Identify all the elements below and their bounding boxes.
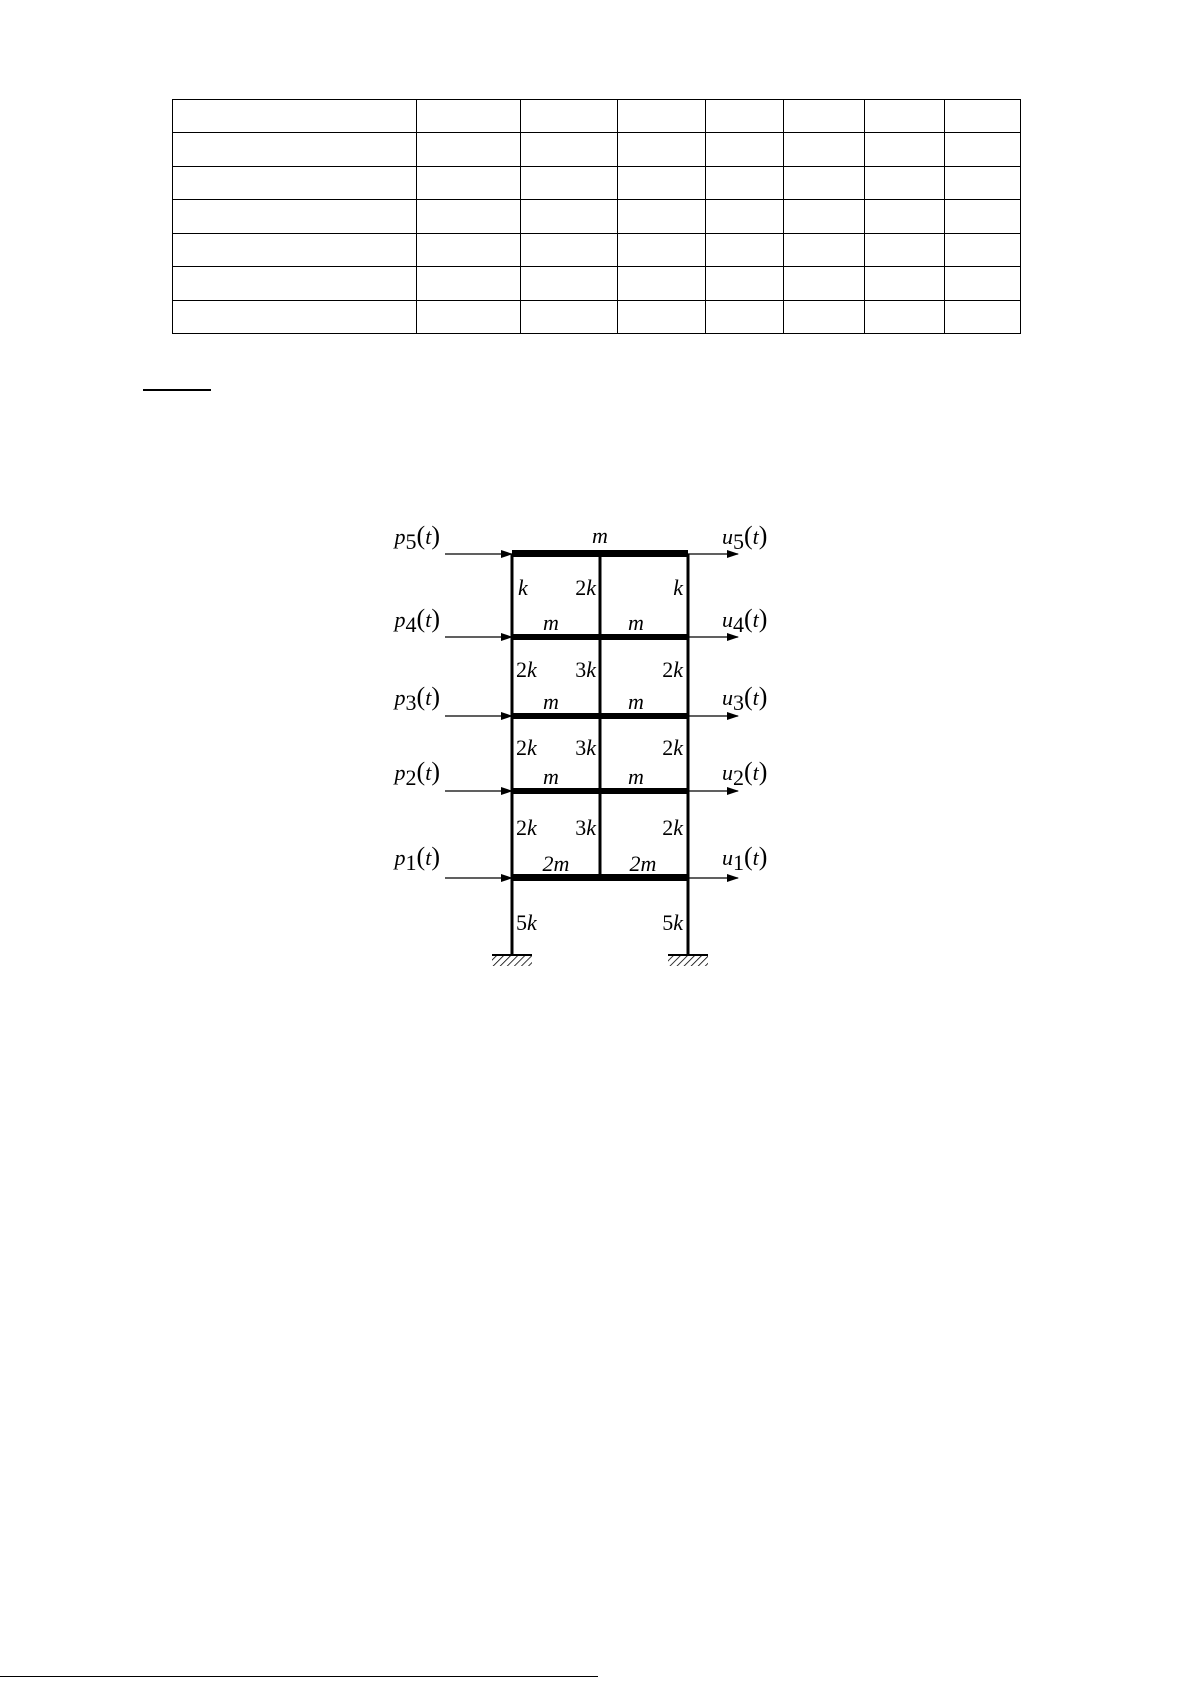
table-cell bbox=[784, 233, 865, 266]
table-cell bbox=[521, 133, 618, 166]
table-cell bbox=[618, 267, 706, 300]
table-cell bbox=[784, 200, 865, 233]
table-cell bbox=[173, 233, 417, 266]
table-cell bbox=[521, 267, 618, 300]
stiffness-story4-right: 2k bbox=[662, 657, 683, 682]
table-cell bbox=[784, 300, 865, 333]
table-row bbox=[173, 133, 1021, 166]
displacement-labels bbox=[722, 521, 767, 875]
force-label-4: p4(t) bbox=[394, 604, 440, 637]
table-cell bbox=[417, 233, 521, 266]
table-cell bbox=[706, 200, 784, 233]
blank-table bbox=[172, 99, 1021, 334]
stiffness-story2-middle: 3k bbox=[575, 815, 596, 840]
table-cell bbox=[865, 166, 945, 199]
footnote-separator bbox=[0, 1676, 598, 1677]
force-label-2: p2(t) bbox=[394, 757, 440, 790]
table-row bbox=[173, 100, 1021, 133]
table-cell bbox=[417, 133, 521, 166]
stiffness-story3-middle: 3k bbox=[575, 735, 596, 760]
displacement-label-2: u2(t) bbox=[722, 757, 768, 790]
floor-5-girder bbox=[512, 550, 688, 557]
table-cell bbox=[521, 300, 618, 333]
mass-label-floor4-right: m bbox=[628, 610, 644, 635]
table-cell bbox=[706, 233, 784, 266]
mass-label-floor2-right: m bbox=[628, 764, 644, 789]
table-cell bbox=[417, 267, 521, 300]
force-label-5: p5(t) bbox=[394, 521, 440, 554]
table-cell bbox=[521, 233, 618, 266]
displacement-arrows bbox=[688, 554, 738, 878]
table-row bbox=[173, 200, 1021, 233]
table-cell bbox=[173, 200, 417, 233]
mass-label-floor5: m bbox=[592, 523, 608, 548]
table-cell bbox=[865, 233, 945, 266]
table-cell bbox=[706, 100, 784, 133]
force-labels bbox=[393, 521, 440, 875]
table-cell bbox=[784, 166, 865, 199]
mass-label-floor3-right: m bbox=[628, 689, 644, 714]
table-cell bbox=[417, 100, 521, 133]
mass-label-floor1-right: 2m bbox=[629, 851, 657, 876]
table-cell bbox=[865, 100, 945, 133]
table-cell bbox=[417, 166, 521, 199]
table-cell bbox=[945, 133, 1021, 166]
table-row bbox=[173, 300, 1021, 333]
stiffness-story1-left: 5k bbox=[516, 910, 537, 935]
floor-4-girder bbox=[512, 634, 688, 640]
table-cell bbox=[945, 300, 1021, 333]
table-cell bbox=[784, 133, 865, 166]
table-cell bbox=[865, 200, 945, 233]
mass-label-floor4-left: m bbox=[543, 610, 559, 635]
floor-3-girder bbox=[512, 713, 688, 719]
table-row bbox=[173, 267, 1021, 300]
table-cell bbox=[173, 100, 417, 133]
table-cell bbox=[945, 200, 1021, 233]
displacement-label-1: u1(t) bbox=[722, 842, 768, 875]
displacement-label-4: u4(t) bbox=[722, 604, 768, 637]
table-cell bbox=[521, 100, 618, 133]
table-cell bbox=[618, 200, 706, 233]
table-cell bbox=[173, 300, 417, 333]
table-row bbox=[173, 233, 1021, 266]
table-cell bbox=[521, 200, 618, 233]
stiffness-story5-right: k bbox=[673, 575, 683, 600]
table-cell bbox=[945, 100, 1021, 133]
heading-underline bbox=[143, 389, 211, 391]
displacement-label-3: u3(t) bbox=[722, 682, 768, 715]
table-cell bbox=[618, 300, 706, 333]
table-cell bbox=[945, 267, 1021, 300]
stiffness-story2-left: 2k bbox=[516, 815, 537, 840]
stiffness-story4-middle: 3k bbox=[575, 657, 596, 682]
table-cell bbox=[618, 133, 706, 166]
force-label-3: p3(t) bbox=[394, 682, 440, 715]
stiffness-story1-right: 5k bbox=[662, 910, 683, 935]
stiffness-story4-left: 2k bbox=[516, 657, 537, 682]
table-cell bbox=[865, 267, 945, 300]
table-cell bbox=[618, 100, 706, 133]
stiffness-story5-middle: 2k bbox=[575, 575, 596, 600]
shear-frame-diagram bbox=[394, 500, 780, 980]
table-cell bbox=[784, 267, 865, 300]
table-cell bbox=[173, 133, 417, 166]
stiffness-story3-right: 2k bbox=[662, 735, 683, 760]
table-cell bbox=[706, 300, 784, 333]
mass-label-floor2-left: m bbox=[543, 764, 559, 789]
table-cell bbox=[706, 133, 784, 166]
table-cell bbox=[173, 166, 417, 199]
table-cell bbox=[784, 100, 865, 133]
table-cell bbox=[706, 166, 784, 199]
table-cell bbox=[173, 267, 417, 300]
floor-2-girder bbox=[512, 788, 688, 794]
force-arrows bbox=[445, 554, 512, 878]
displacement-label-5: u5(t) bbox=[722, 521, 768, 554]
table-cell bbox=[945, 233, 1021, 266]
table-cell bbox=[618, 233, 706, 266]
left-support-hatch bbox=[492, 956, 532, 966]
mass-label-floor3-left: m bbox=[543, 689, 559, 714]
fixed-supports bbox=[492, 955, 708, 966]
force-label-1: p1(t) bbox=[394, 842, 440, 875]
table-cell bbox=[521, 166, 618, 199]
table-cell bbox=[417, 300, 521, 333]
table-cell bbox=[865, 133, 945, 166]
right-support-hatch bbox=[668, 956, 708, 966]
table-row bbox=[173, 166, 1021, 199]
table-cell bbox=[865, 300, 945, 333]
mass-label-floor1-left: 2m bbox=[542, 851, 570, 876]
stiffness-story5-left: k bbox=[518, 575, 528, 600]
stiffness-story2-right: 2k bbox=[662, 815, 683, 840]
stiffness-story3-left: 2k bbox=[516, 735, 537, 760]
table-cell bbox=[706, 267, 784, 300]
table-cell bbox=[618, 166, 706, 199]
table-cell bbox=[945, 166, 1021, 199]
table-cell bbox=[417, 200, 521, 233]
floor-1-girder bbox=[512, 874, 688, 881]
